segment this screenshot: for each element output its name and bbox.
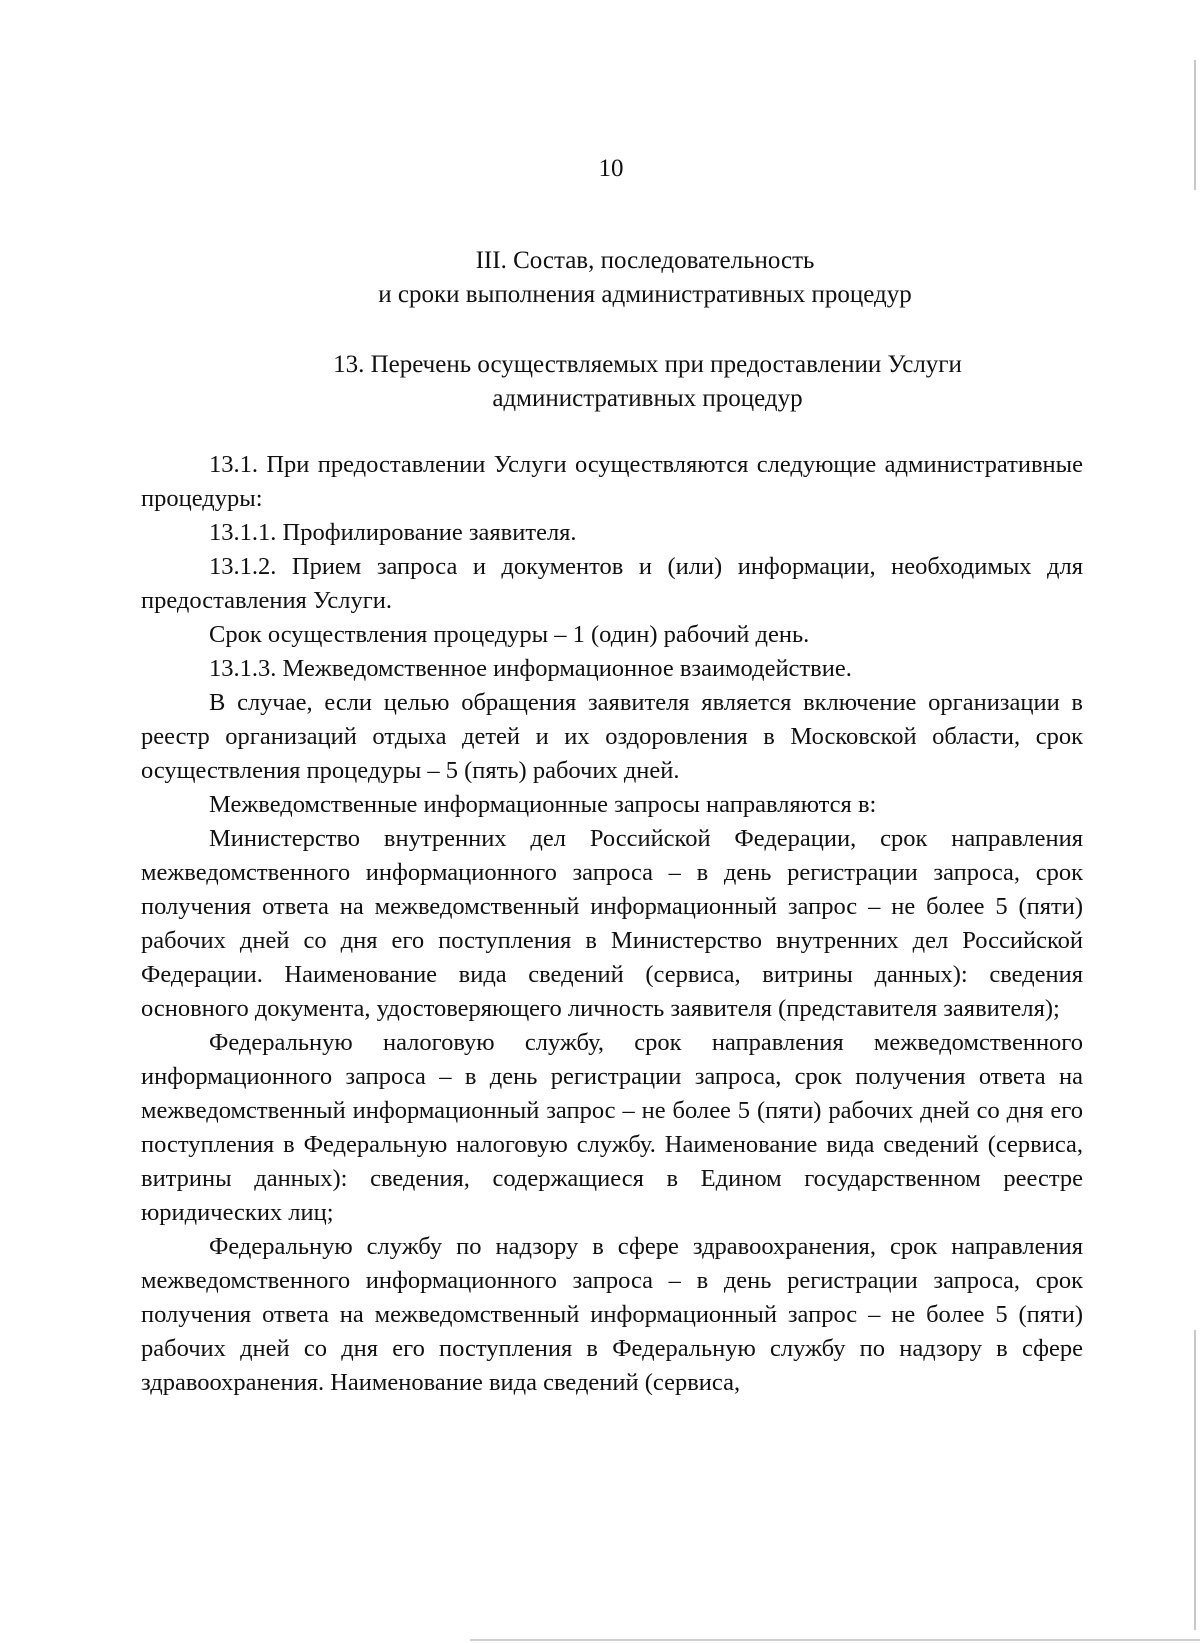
paragraph-federal-tax-service: Федеральную налоговую службу, срок направления межведомственного информационного запроса – в день регистрации запроса, срок получения ответа на межведомственный информационный запрос – не более 5 (пяти) рабочих дней со дня его поступления в Федеральную налоговую службу. Наименование вида сведений (сервиса, витрины данных): сведения, содержащиеся в Едином государственном реестре юридических лиц;: [141, 1029, 1083, 1226]
scan-edge-mark: [1194, 1330, 1196, 1630]
subsection-heading: [305, 348, 990, 416]
scan-bottom-edge: [470, 1639, 1200, 1641]
paragraph-13-1-2: 13.1.2. Прием запроса и документов и (или) информации, необходимых для предоставления Услуги.: [141, 553, 1083, 614]
paragraph-13-1: 13.1. При предоставлении Услуги осуществляются следующие административные процедуры:: [141, 451, 1083, 512]
scan-edge-mark: [1194, 60, 1196, 190]
paragraph-requests-sent-to: Межведомственные информационные запросы направляются в:: [209, 791, 877, 818]
paragraph-13-1-3: 13.1.3. Межведомственное информационное взаимодействие.: [209, 655, 852, 682]
paragraph-registry-case: В случае, если целью обращения заявителя является включение организации в реестр организаций отдыха детей и их оздоровления в Московской области, срок осуществления процедуры – 5 (пять) рабочих дней.: [141, 689, 1083, 784]
paragraph-ministry-internal-affairs: Министерство внутренних дел Российской Федерации, срок направления межведомственного информационного запроса – в день регистрации запроса, срок получения ответа на межведомственный информационный запрос – не более 5 (пяти) рабочих дней со дня его поступления в Министерство внутренних дел Российской Федерации. Наименование вида сведений (сервиса, витрины данных): сведения основного документа, удостоверяющего личность заявителя (представителя заявителя);: [141, 825, 1083, 1022]
paragraph-procedure-term: Срок осуществления процедуры – 1 (один) рабочий день.: [209, 621, 810, 648]
subsection-heading-line-2: административных процедур: [492, 385, 803, 412]
paragraph-federal-health-supervision: Федеральную службу по надзору в сфере здравоохранения, срок направления межведомственного информационного запроса – в день регистрации запроса, срок получения ответа на межведомственный информационный запрос – не более 5 (пяти) рабочих дней со дня его поступления в Федеральную службу по надзору в сфере здравоохранения. Наименование вида сведений (сервиса,: [141, 1233, 1083, 1396]
subsection-heading-line-1: 13. Перечень осуществляемых при предоставлении Услуги: [333, 351, 962, 378]
section-heading: [290, 244, 1000, 312]
page-number: 10: [598, 155, 624, 182]
paragraph-13-1-1: 13.1.1. Профилирование заявителя.: [209, 519, 577, 546]
section-heading-line-1: III. Состав, последовательность: [475, 247, 815, 274]
section-heading-line-2: и сроки выполнения административных процедур: [378, 281, 912, 308]
document-body: [141, 448, 1083, 1400]
